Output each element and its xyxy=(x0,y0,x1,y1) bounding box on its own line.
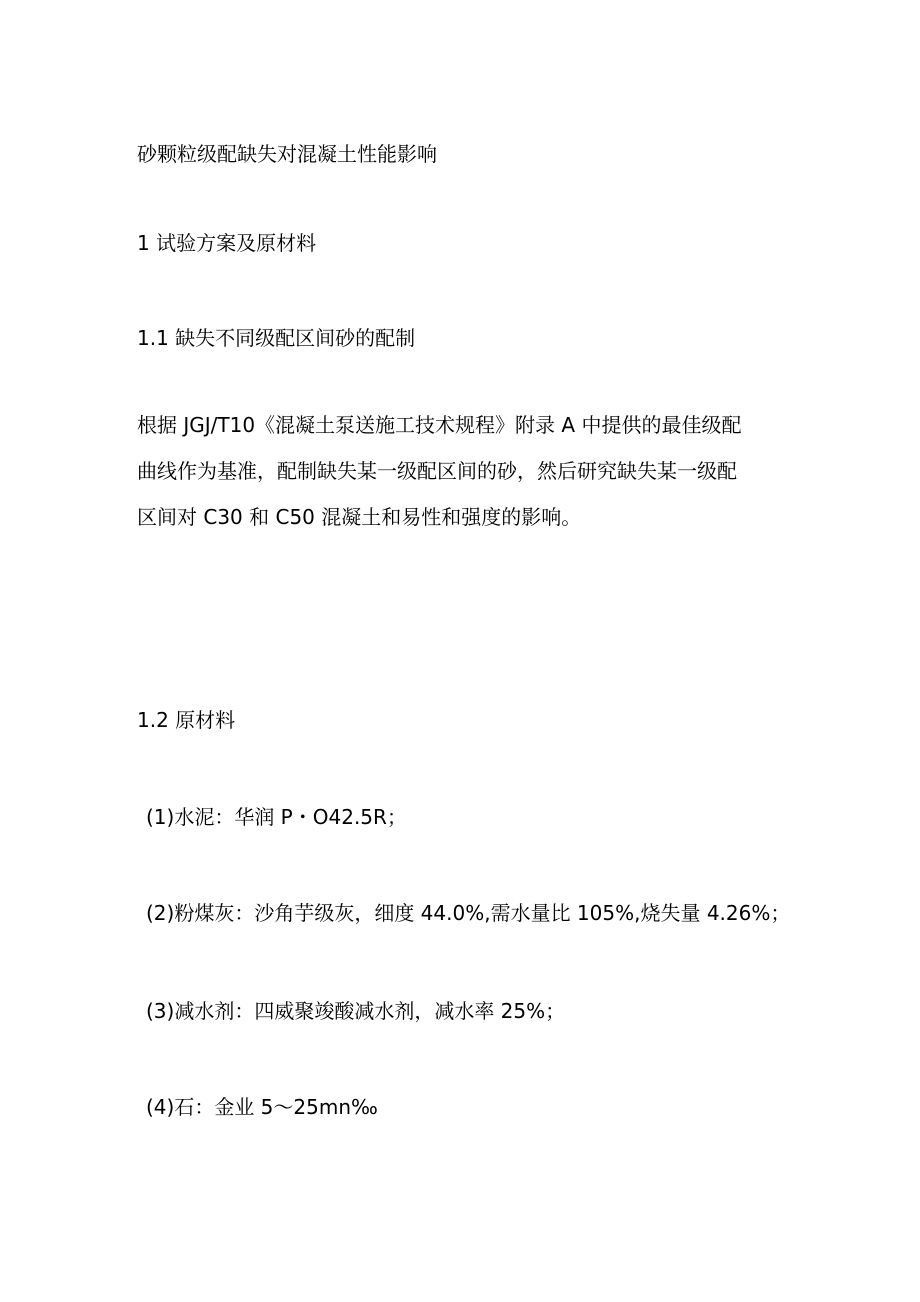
document-title: 砂颗粒级配缺失对混凝土性能影响 xyxy=(137,142,437,166)
paragraph-line: 区间对 C30 和 C50 混凝土和易性和强度的影响。 xyxy=(137,505,582,529)
section-heading-1-2: 1.2 原材料 xyxy=(137,708,236,732)
paragraph-line: 根据 JGJ/T10《混凝土泵送施工技术规程》附录 A 中提供的最佳级配 xyxy=(137,413,742,437)
material-item-fly-ash: (2)粉煤灰：沙角芋级灰，细度 44.0%,需水量比 105%,烧失量 4.26%； xyxy=(146,901,791,925)
material-item-cement: (1)水泥：华润 P・O42.5R； xyxy=(146,805,407,829)
section-heading-1-1: 1.1 缺失不同级配区间砂的配制 xyxy=(137,326,416,350)
material-item-water-reducer: (3)减水剂：四威聚竣酸减水剂，减水率 25%； xyxy=(146,999,566,1023)
material-item-stone: (4)石：金业 5～25mn‰ xyxy=(146,1095,378,1119)
paragraph-line: 曲线作为基准，配制缺失某一级配区间的砂，然后研究缺失某一级配 xyxy=(137,459,737,483)
body-paragraph xyxy=(137,402,797,540)
section-heading-1: 1 试验方案及原材料 xyxy=(137,231,317,255)
